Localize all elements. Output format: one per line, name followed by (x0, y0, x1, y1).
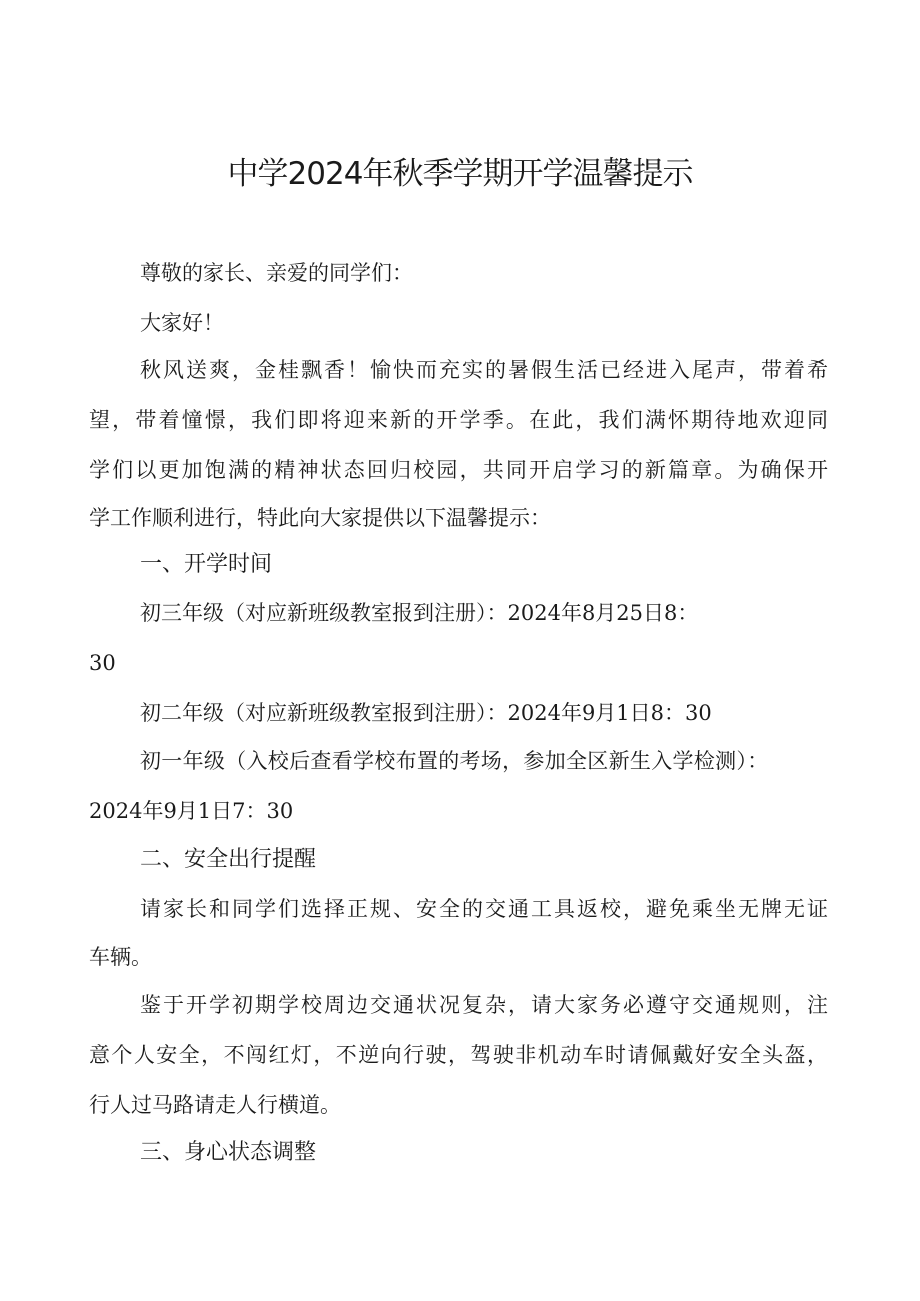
section-heading-wellbeing: 三、身心状态调整 (140, 1140, 317, 1165)
traffic-paragraph-line: 行人过马路请走人行横道。 (89, 1093, 341, 1117)
intro-line: 望，带着憧憬，我们即将迎来新的开学季。在此，我们满怀期待地欢迎同 (89, 408, 828, 432)
intro-line: 学工作顺利进行，特此向大家提供以下温馨提示： (89, 506, 551, 530)
grade3-schedule-continued: 30 (89, 651, 116, 675)
traffic-paragraph-line: 意个人安全，不闯红灯，不逆向行驶，驾驶非机动车时请佩戴好安全头盔， (89, 1043, 828, 1067)
intro-line: 学们以更加饱满的精神状态回归校园，共同开启学习的新篇章。为确保开 (89, 458, 828, 482)
grade2-schedule: 初二年级（对应新班级教室报到注册）：2024年9月1日8：30 (140, 701, 712, 725)
salutation: 尊敬的家长、亲爱的同学们： (140, 261, 413, 285)
grade1-schedule-continued: 2024年9月1日7：30 (89, 799, 294, 823)
section-heading-start-time: 一、开学时间 (140, 552, 273, 577)
section-heading-travel-safety: 二、安全出行提醒 (140, 847, 317, 872)
travel-paragraph-line: 请家长和同学们选择正规、安全的交通工具返校，避免乘坐无牌无证 (140, 897, 828, 921)
grade3-schedule: 初三年级（对应新班级教室报到注册）：2024年8月25日8： (140, 601, 699, 625)
traffic-paragraph-line: 鉴于开学初期学校周边交通状况复杂，请大家务必遵守交通规则，注 (140, 993, 828, 1017)
intro-line: 秋风送爽，金桂飘香！愉快而充实的暑假生活已经进入尾声，带着希 (140, 358, 828, 382)
document-title: 中学2024年秋季学期开学温馨提示 (227, 156, 693, 192)
greeting: 大家好！ (140, 311, 224, 335)
grade1-schedule: 初一年级（入校后查看学校布置的考场，参加全区新生入学检测）： (140, 749, 769, 773)
travel-paragraph-line: 车辆。 (89, 945, 152, 969)
